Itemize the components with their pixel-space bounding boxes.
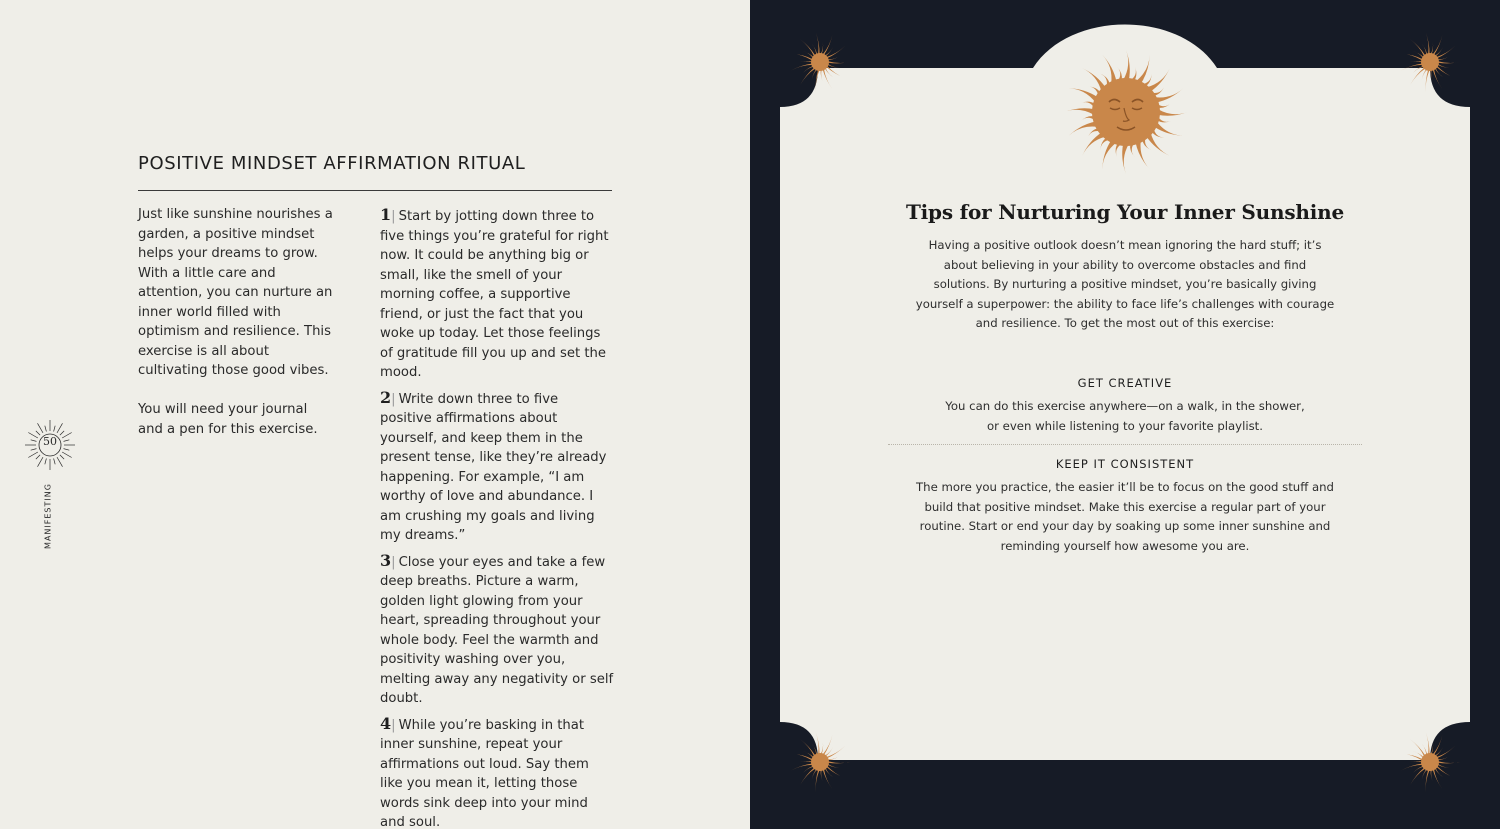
tip-divider xyxy=(888,444,1362,445)
right-page xyxy=(750,0,1500,829)
step-number: 3 xyxy=(380,550,392,570)
tips-title: Tips for Nurturing Your Inner Sunshine xyxy=(905,200,1345,224)
step-separator: | xyxy=(391,717,396,733)
page-number: 50 xyxy=(43,435,57,448)
sun-face-icon xyxy=(1062,48,1190,176)
step-text: While you’re basking in that inner sunshine, repeat your affirmations out loud. Say them like you mean it, letting those words sink deep into your mind and soul. xyxy=(380,717,589,829)
step-3 xyxy=(380,551,614,709)
sun-icon xyxy=(1398,730,1462,794)
sun-icon xyxy=(788,730,852,794)
tip-heading: GET CREATIVE xyxy=(1077,376,1173,390)
steps-list xyxy=(380,205,614,829)
step-2 xyxy=(380,388,614,546)
step-text: Write down three to five positive affirmations about yourself, and keep them in the present tense, like they’re already happening. For example, “I am worthy of love and abundance. I am crushing my goals and living my dreams.” xyxy=(380,391,607,543)
step-separator: | xyxy=(391,209,396,224)
section-title: POSITIVE MINDSET AFFIRMATION RITUAL xyxy=(138,153,526,174)
tip-body: You can do this exercise anywhere—on a walk, in the shower, or even while listening to your favorite playlist. xyxy=(945,399,1305,433)
tip-body: The more you practice, the easier it’ll be to focus on the good stuff and build that positive mindset. Make this exercise a regular part of your routine. Start or end your day by soaking up some inner sunshine and reminding yourself how awesome you are. xyxy=(916,480,1334,553)
step-number: 2 xyxy=(380,387,392,407)
step-4 xyxy=(380,714,614,829)
title-rule xyxy=(138,190,612,191)
tip-heading: KEEP IT CONSISTENT xyxy=(1055,457,1195,471)
intro-paragraph: Just like sunshine nourishes a garden, a positive mindset helps your dreams to grow. With a little care and attention, you can nurture an inner world filled with optimism and resilience. This exercise is all about cultivating those good vibes. xyxy=(138,207,333,378)
step-1 xyxy=(380,205,614,383)
tips-intro: Having a positive outlook doesn’t mean ignoring the hard stuff; it’s about believing in your ability to overcome obstacles and find solutions. By nurturing a positive mindset, you’re basically giving yourself a superpower: the ability to face life’s challenges with courage and resilience. To get the most out of this exercise: xyxy=(915,238,1335,330)
intro-text xyxy=(138,205,333,439)
sun-icon xyxy=(788,30,852,94)
step-text: Close your eyes and take a few deep breaths. Picture a warm, golden light glowing from your heart, spreading throughout your whole body. Feel the warmth and positivity washing over you, melting away any negativity or self doubt. xyxy=(380,554,614,706)
step-number: 1 xyxy=(380,205,392,224)
running-head: MANIFESTING xyxy=(43,483,53,549)
step-separator: | xyxy=(391,554,396,570)
step-number: 4 xyxy=(380,713,392,733)
materials-paragraph: You will need your journal and a pen for this exercise. xyxy=(138,402,318,437)
step-text: Start by jotting down three to five things you’re grateful for right now. It could be anything big or small, like the smell of your morning coffee, a supportive friend, or just the fact that you woke up today. Let those feelings of gratitude fill you up and set the mood. xyxy=(380,209,609,380)
sun-icon xyxy=(1398,30,1462,94)
step-separator: | xyxy=(391,391,396,407)
